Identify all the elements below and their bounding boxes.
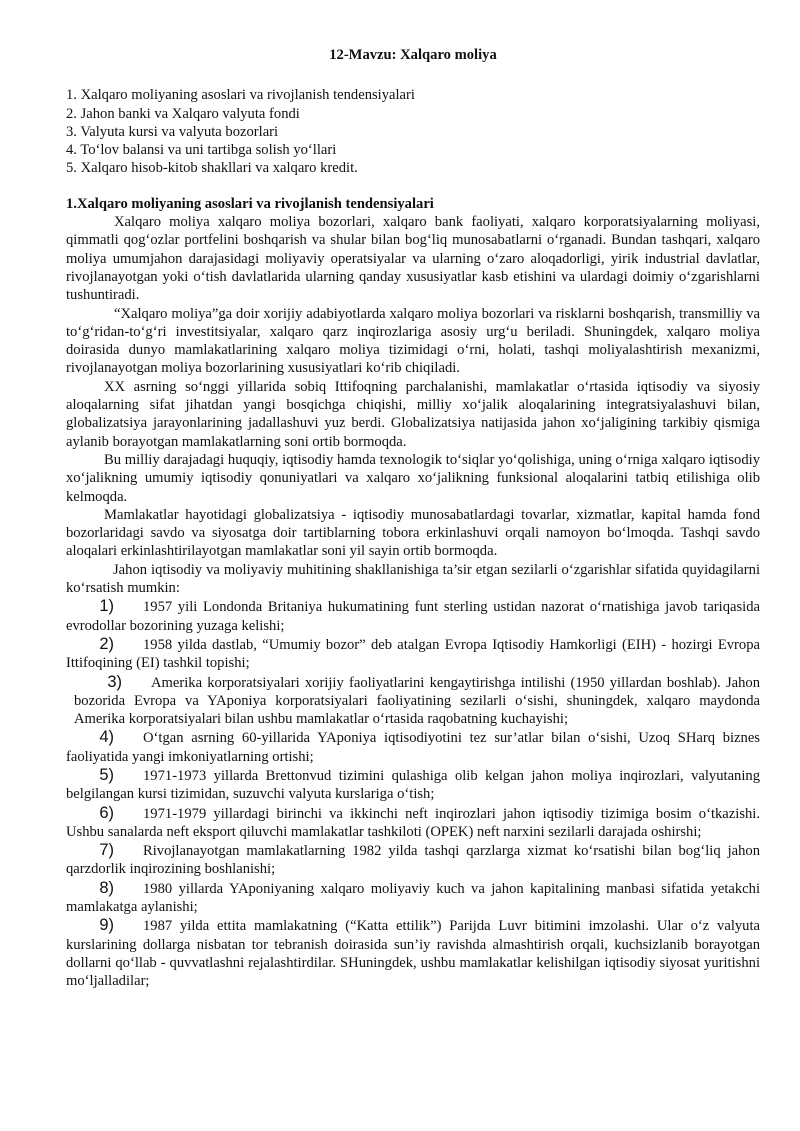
item-number: 1): [99, 597, 114, 616]
list-item: [66, 804, 760, 842]
item-number: 2): [99, 634, 114, 653]
item-text: 1957 yili Londonda Britaniya hukumatining funt sterling ustidan nazorat o‘rnatishiga javob tariqasida evrodollar bozorining yuzaga kelishi;: [66, 599, 760, 634]
list-item: [66, 597, 760, 635]
item-text: 1958 yilda dastlab, “Umumiy bozor” deb atalgan Evropa Iqtisodiy Hamkorligi (EIH) - hozirgi Evropa Ittifoqining (EI) tashkil topishi;: [66, 636, 760, 672]
item-text: 1987 yilda ettita mamlakatning (“Katta ettilik”) Parijda Luvr bitimini imzolashi. Ular o‘z valyuta kurslarining dollarga nisbatan tor tebranish doirasida sun’iy ravishda almashtirish orqali, kuchsizlanib borayotgan dollarni qo‘llab - quvvatlashni rejalashtirdilar. SHuningdek, ushbu mamlakatlar kelishilgan iqtisodiy siyosat yuritishni mo‘ljalladilar;: [66, 918, 760, 990]
paragraph: Xalqaro moliya xalqaro moliya bozorlari, xalqaro bank faoliyati, xalqaro korporatsiyalarning moliyasi, qimmatli qog‘ozlar portfelini boshqarish va shular bilan bog‘liq munosabatlarni o‘rganadi. Bundan tashqari, xalqaro moliya umumjahon darajasidagi moliyaviy operatsiyalar va ularning o‘zaro aloqadorligi, yirik industrial davlatlar, rivojlanayotgan yoki o‘tish davlatlarida ularning qanday xususiyatlar kasb etishini va ulardagi doimiy o‘zgarishlarni tushuntiradi.: [66, 214, 760, 304]
outline-item: 4. To‘lov balansi va uni tartibga solish yo‘llari: [66, 142, 337, 159]
list-item: [66, 635, 760, 673]
paragraph: Mamlakatlar hayotidagi globalizatsiya - iqtisodiy munosabatlardagi tovarlar, xizmatlar, kapital hamda fond bozorlaridagi savdo va siyosatga doir tartiblarning tobora erkinlashuvi orqali namoyon bo‘lmoqda. Tashqi savdo aloqalari erkinlashtirilayotgan mamlakatlar soni yil sayin ortib bormoqda.: [66, 506, 760, 560]
item-number: 6): [99, 803, 114, 822]
item-text: Amerika korporatsiyalari xorijiy faoliyatlarini kengaytirishga intilishi (1950 yillardan boshlab). Jahon bozorida Evropa va YAponiya korporatsiyalari faoliyatining sezilarli o‘sishi, shuningdek, xalqaro maydonda Amerika korporatsiyalari bilan ushbu mamlakatlar o‘rtasida raqobatning kuchayishi;: [74, 674, 760, 728]
item-number: 5): [99, 765, 114, 784]
outline-item: 5. Xalqaro hisob-kitob shakllari va xalqaro kredit.: [66, 160, 358, 177]
item-text: Rivojlanayotgan mamlakatlarning 1982 yilda tashqi qarzlarga xizmat ko‘rsatishi bilan bog‘liq jahon qarzdorlik inqirozining boshlanishi;: [66, 843, 760, 878]
item-text: 1980 yillarda YAponiyaning xalqaro moliyaviy kuch va jahon kapitalining manbasi sifatida yetakchi mamlakatga aylanishi;: [66, 880, 760, 916]
list-item: [66, 766, 760, 804]
list-item: [66, 916, 760, 990]
paragraph: Bu milliy darajadagi huquqiy, iqtisodiy hamda texnologik to‘siqlar yo‘qolishiga, uning o‘rniga xalqaro iqtisodiy xo‘jalikning umumiy iqtisodiy qonuniyatlari va xalqaro xo‘jalikning funksional aloqalarini tatbiq etilishiga olib kelmoqda.: [66, 451, 760, 505]
topic-outline: [66, 86, 760, 177]
item-text: O‘tgan asrning 60-yillarida YAponiya iqtisodiyotini tez sur’atlar bilan o‘sishi, Uzoq SHarq biznes faoliyatida yangi imkoniyatlarning ortishi;: [66, 730, 760, 765]
section-heading: 1.Xalqaro moliyaning asoslari va rivojlanish tendensiyalari: [66, 195, 434, 212]
item-number: 4): [99, 728, 114, 747]
item-number: 8): [99, 878, 114, 897]
paragraph: XX asrning so‘nggi yillarida sobiq Ittifoqning parchalanishi, mamlakatlar o‘rtasida iqtisodiy va siyosiy aloqalarning sifat jihatdan yangi bosqichga chiqishi, milliy xo‘jalik aloqalarining integratsiyalashuvi bilan, globalizatsiya jarayonlarining jadallashuvi yuz berdi. Globalizatsiya natijasida jahon xo‘jaligining tarkibiy qismiga aylanib borayotgan mamlakatlarning soni ortib bormoqda.: [66, 378, 760, 450]
outline-item: 3. Valyuta kursi va valyuta bozorlari: [66, 123, 279, 140]
outline-item: 1. Xalqaro moliyaning asoslari va rivojlanish tendensiyalari: [66, 87, 415, 104]
item-number: 7): [99, 841, 114, 860]
list-item: [66, 879, 760, 917]
document-page: [66, 46, 760, 991]
list-item: [66, 841, 760, 879]
outline-item: 2. Jahon banki va Xalqaro valyuta fondi: [66, 105, 300, 122]
paragraph: Jahon iqtisodiy va moliyaviy muhitining shakllanishiga ta’sir etgan sezilarli o‘zgarishlar sifatida quyidagilarni ko‘rsatish mumkin:: [66, 561, 760, 597]
list-item: [66, 673, 760, 729]
list-item: [66, 728, 760, 766]
item-number: 3): [107, 672, 122, 691]
item-number: 9): [99, 916, 114, 935]
paragraph: “Xalqaro moliya”ga doir xorijiy adabiyotlarda xalqaro moliya bozorlari va risklarni boshqarish, transmilliy va to‘g‘ridan-to‘g‘ri investitsiyalar, xalqaro qarz inqirozlariga asosiy urg‘u beriladi. Shuningdek, xalqaro moliya doirasida dunyo mamlakatlarining xalqaro moliya tizimidagi o‘rni, holati, tashqi moliyalashtirish mexanizmi, rivojlanayotgan moliya bozorlarining xususiyatlari ko‘rib chiqiladi.: [66, 305, 760, 377]
document-title: 12-Mavzu: Xalqaro moliya: [329, 47, 497, 63]
item-text: 1971-1973 yillarda Brettonvud tizimini qulashiga olib kelgan jahon moliya inqirozlari, valyutaning belgilangan kursi tizimidan, suzuvchi valyuta kurslariga o‘tish;: [66, 767, 760, 803]
item-text: 1971-1979 yillardagi birinchi va ikkinchi neft inqirozlari jahon iqtisodiy tizimiga bosim o‘tkazishi. Ushbu sanalarda neft eksport qiluvchi mamlakatlar tashkiloti (OPEK) neft narxini sezilarli darajada oshirshi;: [66, 805, 760, 840]
